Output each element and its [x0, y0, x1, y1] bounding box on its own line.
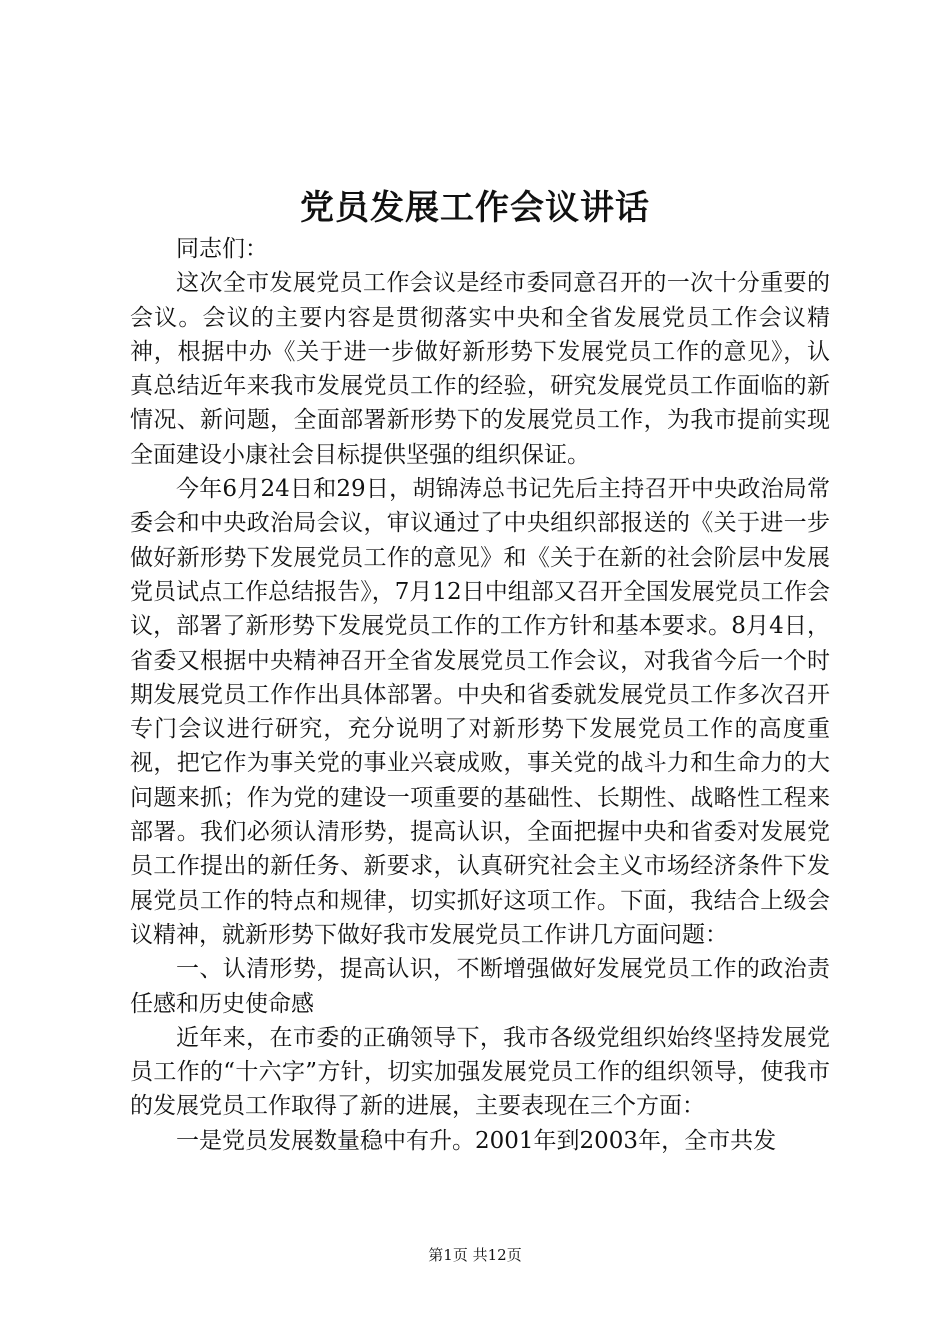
section-heading-1: 一、认清形势，提高认识，不断增强做好发展党员工作的政治责任感和历史使命感 [130, 956, 830, 1017]
paragraph-3: 近年来，在市委的正确领导下，我市各级党组织始终坚持发展党员工作的“十六字”方针，切实加强发展党员工作的组织领导，使我市的发展党员工作取得了新的进展，主要表现在三个方面： [130, 1024, 830, 1120]
paragraph-2: 今年6月24日和29日，胡锦涛总书记先后主持召开中央政治局常委会和中央政治局会议，审议通过了中央组织部报送的《关于进一步做好新形势下发展党员工作的意见》和《关于在新的社会阶层中发展党员试点工作总结报告》，7月12日中组部又召开全国发展党员工作会议，部署了新形势下发展党员工作的工作方针和基本要求。8月4日，省委又根据中央精神召开全省发展党员工作会议，对我省今后一个时期发展党员工作作出具体部署。中央和省委就发展党员工作多次召开专门会议进行研究，充分说明了对新形势下发展党员工作的高度重视，把它作为事关党的事业兴衰成败，事关党的战斗力和生命力的大问题来抓；作为党的建设一项重要的基础性、长期性、战略性工程来部署。我们必须认清形势，提高认识，全面把握中央和省委对发展党员工作提出的新任务、新要求，认真研究社会主义市场经济条件下发展党员工作的特点和规律，切实抓好这项工作。下面，我结合上级会议精神，就新形势下做好我市发展党员工作讲几方面问题： [130, 476, 830, 948]
paragraph-4: 一是党员发展数量稳中有升。2001年到2003年，全市共发 [176, 1127, 777, 1154]
page-footer: 第1页 共12页 [428, 1246, 522, 1264]
document-title: 党员发展工作会议讲话 [300, 188, 650, 228]
salutation: 同志们： [176, 236, 268, 262]
paragraph-1: 这次全市发展党员工作会议是经市委同意召开的一次十分重要的会议。会议的主要内容是贯彻落实中央和全省发展党员工作会议精神，根据中办《关于进一步做好新形势下发展党员工作的意见》，认真总结近年来我市发展党员工作的经验，研究发展党员工作面临的新情况、新问题，全面部署新形势下的发展党员工作，为我市提前实现全面建设小康社会目标提供坚强的组织保证。 [130, 270, 830, 468]
document-body [130, 232, 830, 1158]
